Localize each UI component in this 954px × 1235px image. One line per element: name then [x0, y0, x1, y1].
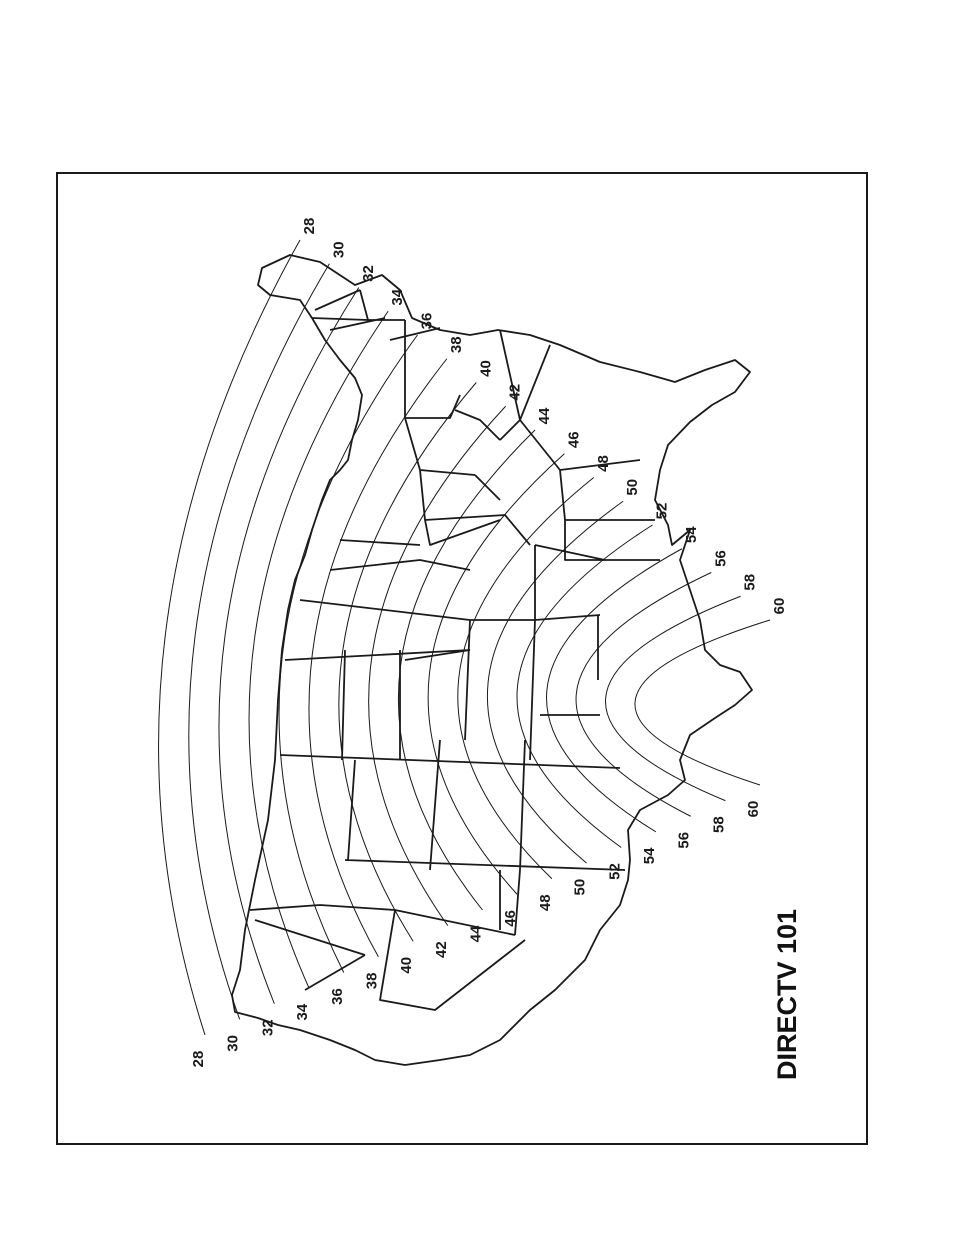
elevation-label-58-top: 58 [741, 573, 759, 591]
elevation-arc-58 [606, 596, 741, 800]
elevation-label-54-top: 54 [682, 526, 700, 544]
elevation-label-48-top: 48 [594, 455, 612, 472]
elevation-arc-60 [635, 620, 770, 785]
elevation-label-54-bottom: 54 [640, 847, 658, 865]
elevation-label-46-top: 46 [565, 431, 583, 449]
elevation-label-38-bottom: 38 [363, 972, 381, 990]
elevation-arc-28 [159, 240, 300, 1035]
elevation-label-36-top: 36 [418, 312, 436, 330]
elevation-label-52-bottom: 52 [606, 863, 624, 880]
elevation-arc-56 [576, 573, 711, 817]
elevation-label-48-bottom: 48 [536, 894, 554, 912]
elevation-label-60-top: 60 [771, 597, 788, 615]
elevation-arc-48 [458, 478, 594, 879]
elevation-label-28-bottom: 28 [190, 1050, 207, 1068]
elevation-arc-54 [547, 549, 682, 832]
elevation-label-30-top: 30 [330, 241, 348, 259]
elevation-label-56-bottom: 56 [675, 831, 693, 849]
elevation-label-50-top: 50 [624, 478, 642, 496]
elevation-label-32-top: 32 [359, 265, 377, 282]
state-borders [250, 290, 660, 1010]
elevation-arcs [159, 240, 770, 1035]
elevation-arc-34 [249, 311, 388, 988]
elevation-label-38-top: 38 [447, 336, 465, 354]
elevation-label-46-bottom: 46 [502, 910, 520, 927]
elevation-arc-32 [219, 288, 359, 1004]
elevation-label-42-top: 42 [506, 383, 524, 401]
elevation-label-58-bottom: 58 [710, 816, 728, 833]
elevation-label-40-top: 40 [477, 360, 495, 377]
elevation-label-42-bottom: 42 [432, 941, 450, 958]
elevation-labels [190, 218, 788, 1068]
elevation-label-36-bottom: 36 [328, 988, 346, 1005]
elevation-label-50-bottom: 50 [571, 878, 589, 896]
elevation-label-34-top: 34 [389, 288, 407, 306]
map-title: DIRECTV 101 [772, 908, 802, 1080]
elevation-label-28-top: 28 [301, 217, 318, 235]
elevation-label-44-top: 44 [536, 407, 553, 425]
elevation-label-30-bottom: 30 [224, 1035, 242, 1052]
elevation-label-32-bottom: 32 [259, 1019, 277, 1037]
elevation-label-52-top: 52 [653, 502, 671, 520]
elevation-arc-46 [428, 454, 564, 895]
elevation-label-44-bottom: 44 [467, 925, 485, 943]
elevation-label-60-bottom: 60 [745, 800, 762, 818]
elevation-arc-50 [487, 501, 623, 863]
elevation-label-34-bottom: 34 [294, 1003, 312, 1021]
elevation-arc-52 [517, 525, 653, 848]
elevation-label-40-bottom: 40 [398, 956, 416, 974]
elevation-label-56-top: 56 [712, 550, 730, 567]
